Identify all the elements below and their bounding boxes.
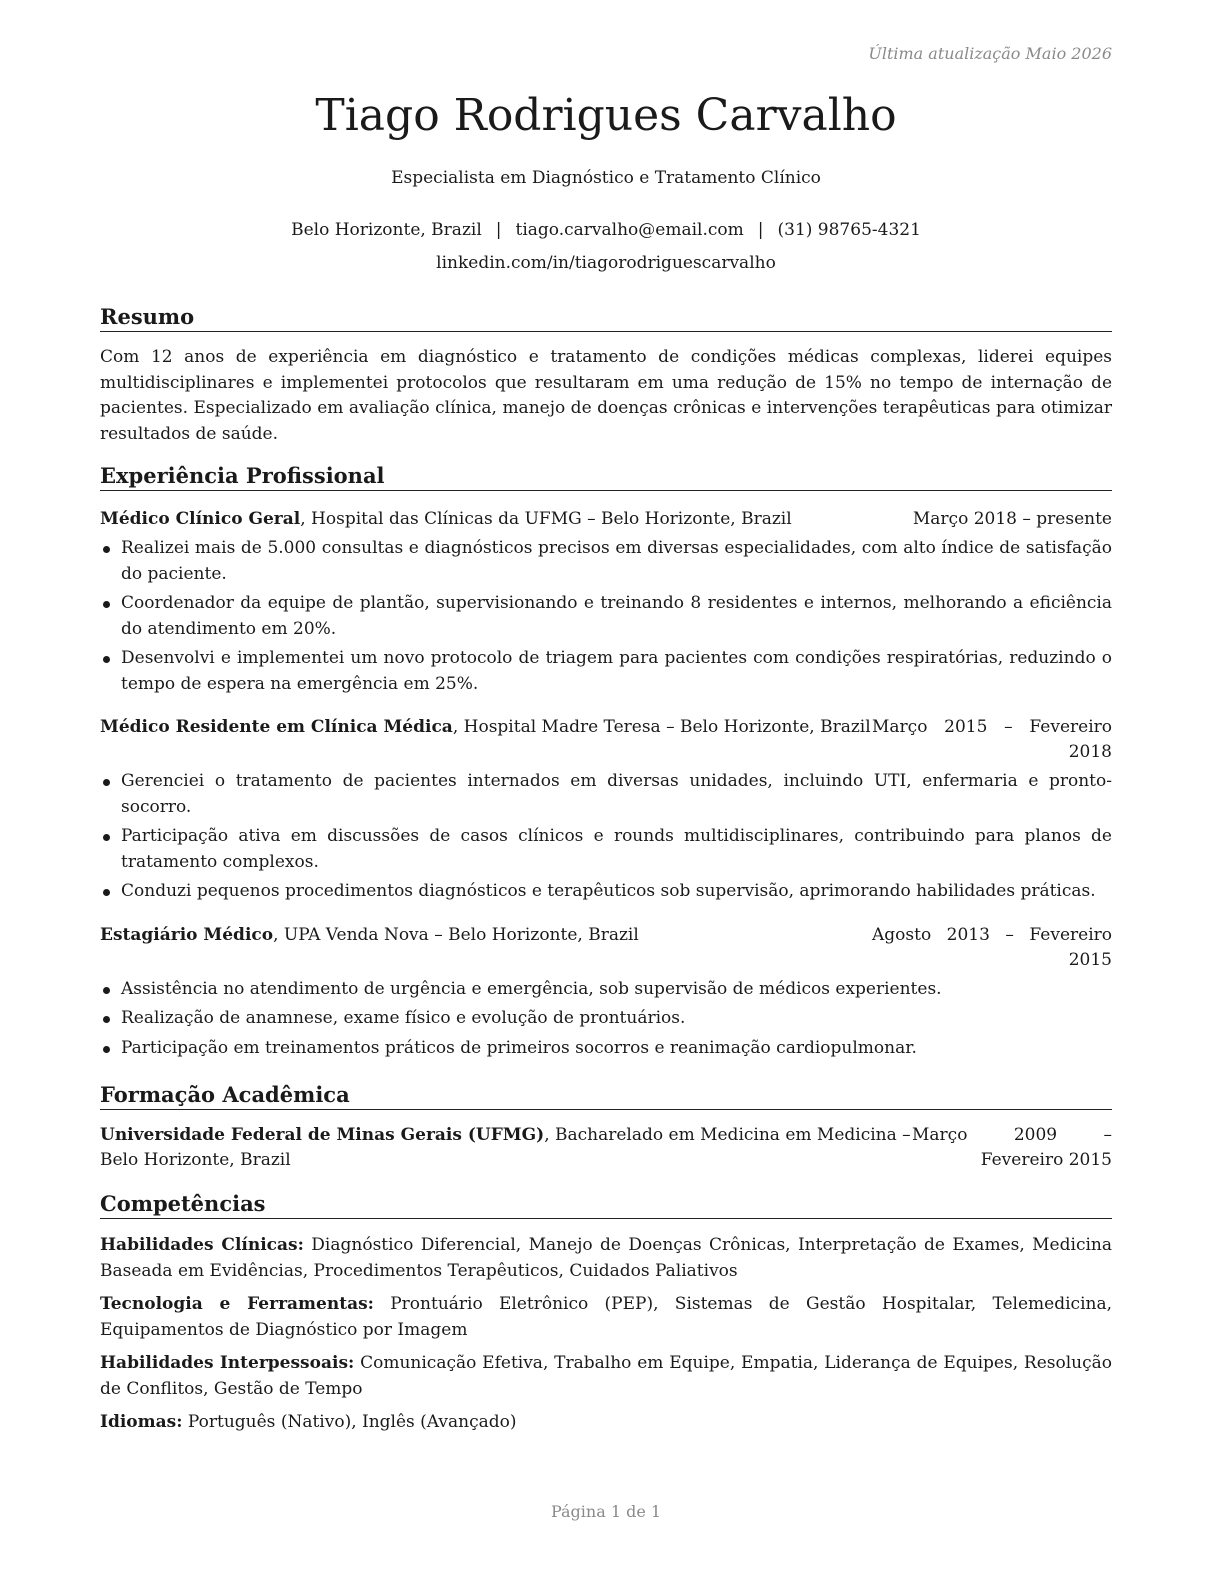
- education-dates: Março 2009 – Fevereiro 2015: [912, 1125, 1112, 1170]
- job-org: , UPA Venda Nova – Belo Horizonte, Brazil: [273, 924, 639, 945]
- section-title-education: Formação Acadêmica: [100, 1082, 1112, 1110]
- skill-label: Tecnologia e Ferramentas:: [100, 1294, 374, 1314]
- bullet-item: [100, 977, 1112, 1003]
- job-header: [100, 923, 1112, 973]
- job-bullets: [100, 977, 1112, 1062]
- bullet-text: Realização de anamnese, exame físico e evolução de prontuários.: [121, 1008, 686, 1028]
- bullet-text: Coordenador da equipe de plantão, supervisionando e treinando 8 residentes e internos, melhorando a eficiência do atendimento em 20%.: [121, 593, 1112, 639]
- job-entry: [100, 923, 1112, 1062]
- bullet-item: [100, 824, 1112, 875]
- bullet-item: [100, 1036, 1112, 1062]
- bullet-icon: [103, 546, 110, 553]
- skill-text: Comunicação Efetiva, Trabalho em Equipe, Empatia, Liderança de Equipes, Resolução de Conflitos, Gestão de Tempo: [100, 1353, 1113, 1399]
- summary-text: Com 12 anos de experiência em diagnóstico e tratamento de condições médicas complexas, liderei equipes multidisciplinares e implementei protocolos que resultaram em uma redução de 15% no tempo de internação de pacientes. Especializado em avaliação clínica, manejo de doenças crônicas e intervenções terapêuticas para otimizar resultados de saúde.: [100, 347, 1112, 444]
- bullet-icon: [103, 834, 110, 841]
- bullet-text: Participação em treinamentos práticos de primeiros socorros e reanimação cardiopulmonar.: [121, 1037, 917, 1058]
- job-dates: Agosto 2013 – Fevereiro 2015: [872, 924, 1112, 970]
- headline: Especialista em Diagnóstico e Tratamento Clínico: [391, 168, 821, 188]
- phone: (31) 98765-4321: [777, 220, 921, 240]
- job-dates: Março 2018 – presente: [912, 509, 1112, 529]
- separator: |: [495, 220, 502, 240]
- skill-row: [100, 1351, 1112, 1402]
- skill-label: Habilidades Clínicas:: [100, 1235, 304, 1255]
- bullet-text: Participação ativa em discussões de casos clínicos e rounds multidisciplinares, contribuindo para planos de tratamento complexos.: [121, 826, 1112, 872]
- candidate-name: Tiago Rodrigues Carvalho: [315, 90, 897, 141]
- job-entry: [100, 715, 1112, 905]
- skill-row: [100, 1233, 1112, 1284]
- bullet-icon: [103, 1046, 110, 1053]
- skill-row: [100, 1292, 1112, 1343]
- bullet-icon: [103, 889, 110, 896]
- linkedin-link[interactable]: linkedin.com/in/tiagorodriguescarvalho: [436, 253, 776, 273]
- email[interactable]: tiago.carvalho@email.com: [515, 220, 744, 240]
- job-role: Médico Clínico Geral: [100, 509, 301, 529]
- job-dates: Março 2015 – Fevereiro 2018: [872, 717, 1112, 762]
- bullet-item: [100, 646, 1112, 697]
- bullet-text: Desenvolvi e implementei um novo protocolo de triagem para pacientes com condições respiratórias, reduzindo o tempo de espera na emergência em 25%.: [121, 648, 1112, 694]
- job-header: [100, 507, 1112, 532]
- bullet-item: [100, 879, 1112, 905]
- bullet-icon: [103, 987, 110, 994]
- page-number: Página 1 de 1: [550, 1502, 662, 1521]
- job-org: , Hospital das Clínicas da UFMG – Belo Horizonte, Brazil: [300, 509, 792, 529]
- bullet-icon: [103, 1016, 110, 1023]
- job-entry: [100, 507, 1112, 697]
- skill-text: Diagnóstico Diferencial, Manejo de Doenças Crônicas, Interpretação de Exames, Medicina Baseada em Evidências, Procedimentos Terapêuticos, Cuidados Paliativos: [100, 1235, 1112, 1281]
- separator: |: [757, 220, 764, 240]
- bullet-item: [100, 536, 1112, 587]
- education-section: [100, 1082, 1112, 1173]
- job-role: Estagiário Médico: [100, 924, 274, 945]
- skills-section: [100, 1191, 1112, 1444]
- location: Belo Horizonte, Brazil: [291, 220, 482, 240]
- resume-page: [100, 0, 1112, 1584]
- experience-section: [100, 463, 1112, 1065]
- contact-line: [100, 220, 1112, 240]
- degree: , Bacharelado em Medicina em Medicina – Belo Horizonte, Brazil: [100, 1125, 911, 1170]
- summary-section: [100, 304, 1112, 447]
- bullet-icon: [103, 779, 110, 786]
- bullet-text: Gerenciei o tratamento de pacientes internados em diversas unidades, incluindo UTI, enfermaria e pronto-socorro.: [121, 771, 1112, 817]
- bullet-icon: [103, 601, 110, 608]
- job-org: , Hospital Madre Teresa – Belo Horizonte, Brazil: [452, 717, 871, 737]
- job-bullets: [100, 536, 1112, 697]
- bullet-text: Conduzi pequenos procedimentos diagnósticos e terapêuticos sob supervisão, aprimorando habilidades práticas.: [121, 881, 1096, 901]
- skill-row: [100, 1410, 1112, 1436]
- bullet-item: [100, 591, 1112, 642]
- bullet-item: [100, 1006, 1112, 1032]
- job-role: Médico Residente em Clínica Médica: [100, 717, 453, 737]
- education-entry: [100, 1123, 1112, 1173]
- bullet-text: Assistência no atendimento de urgência e emergência, sob supervisão de médicos experientes.: [121, 978, 942, 999]
- skill-label: Idiomas:: [100, 1412, 183, 1432]
- job-bullets: [100, 769, 1112, 905]
- school-name: Universidade Federal de Minas Gerais (UFMG): [100, 1125, 545, 1145]
- skill-text: Português (Nativo), Inglês (Avançado): [182, 1412, 517, 1432]
- section-title-skills: Competências: [100, 1191, 1112, 1219]
- bullet-text: Realizei mais de 5.000 consultas e diagnósticos precisos em diversas especialidades, com alto índice de satisfação do paciente.: [121, 538, 1112, 584]
- section-title-experience: Experiência Profissional: [100, 463, 1112, 491]
- bullet-icon: [103, 656, 110, 663]
- last-updated: Última atualização Maio 2026: [868, 44, 1112, 63]
- skill-label: Habilidades Interpessoais:: [100, 1353, 355, 1373]
- section-title-summary: Resumo: [100, 304, 1112, 332]
- bullet-item: [100, 769, 1112, 820]
- skill-text: Prontuário Eletrônico (PEP), Sistemas de Gestão Hospitalar, Telemedicina, Equipamentos de Diagnóstico por Imagem: [100, 1294, 1113, 1340]
- job-header: [100, 715, 1112, 765]
